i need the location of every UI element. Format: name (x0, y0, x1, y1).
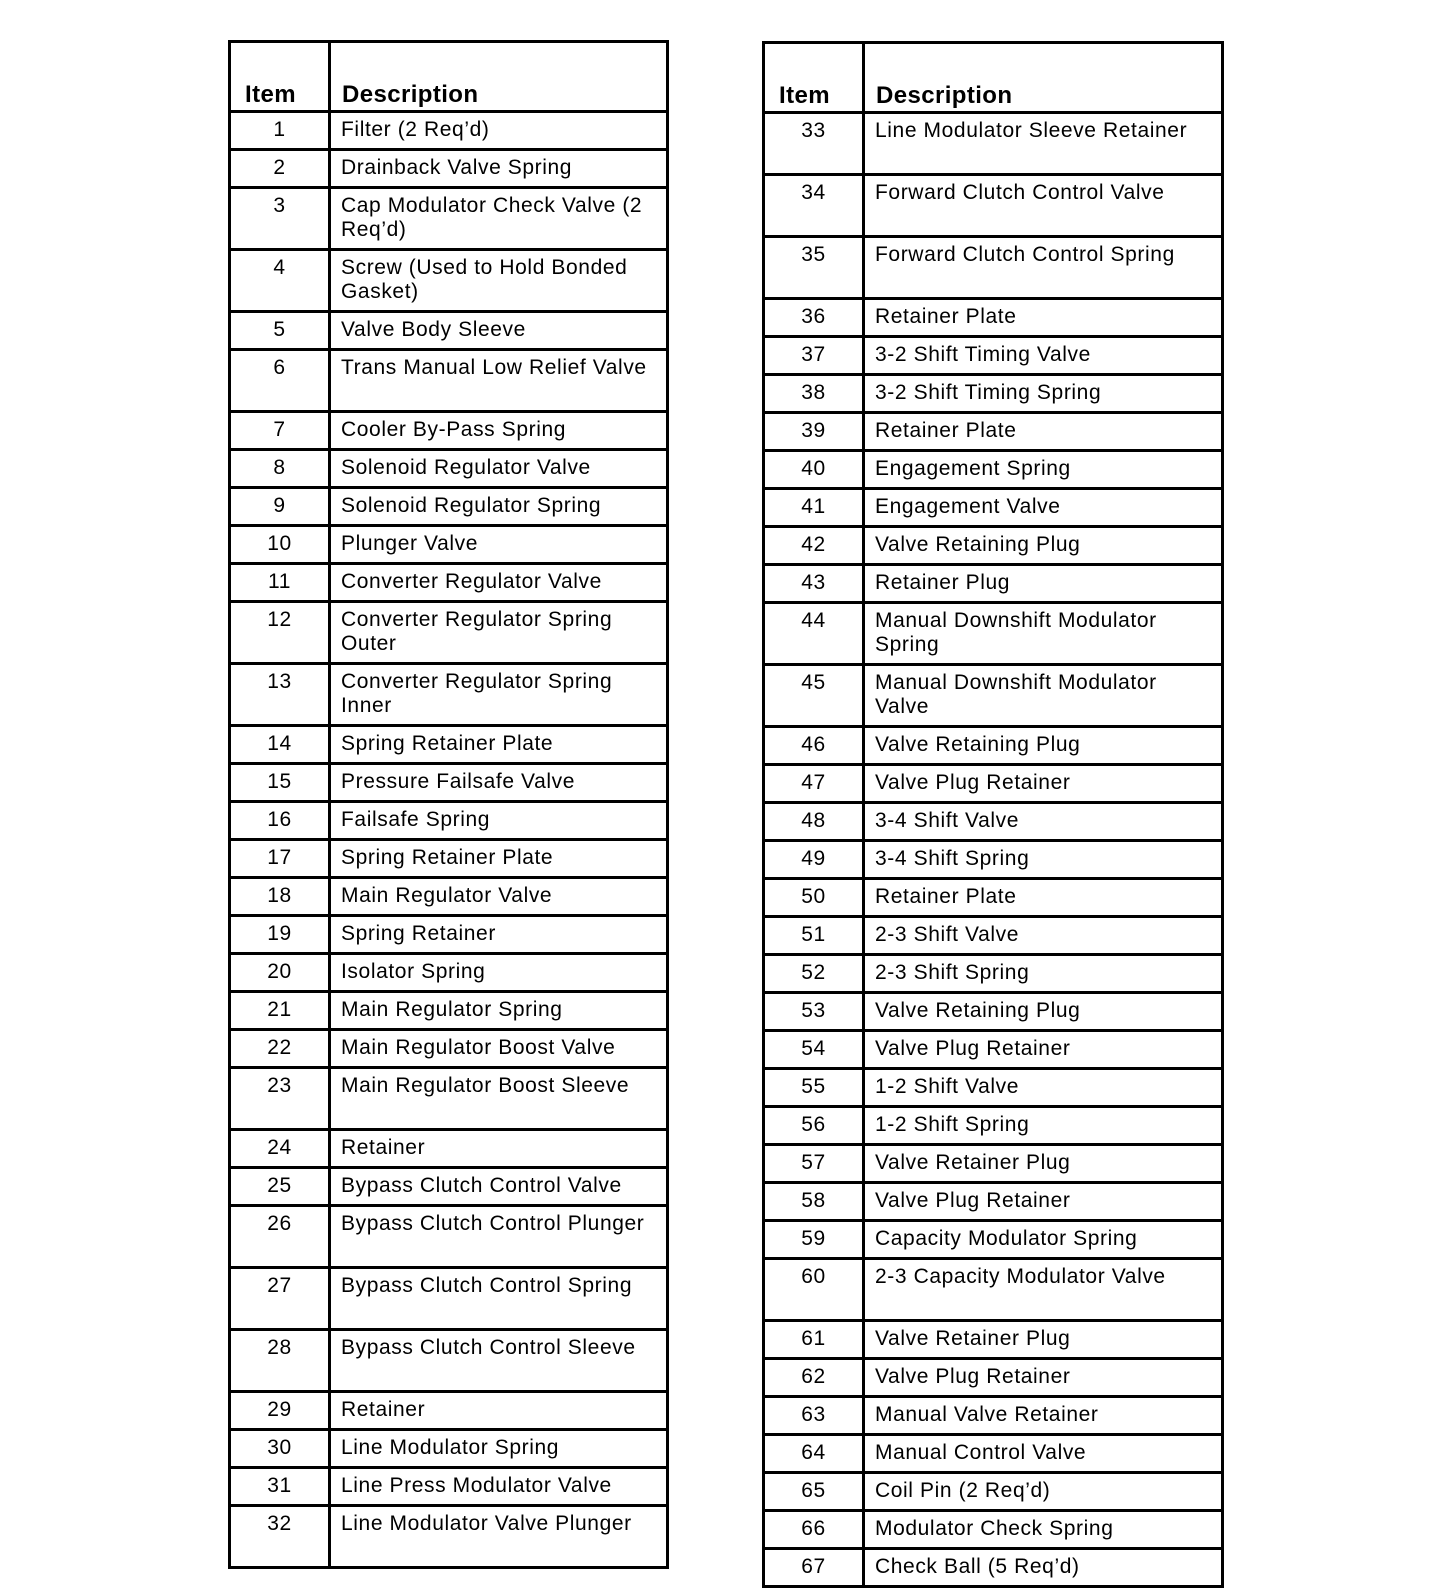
item-description: Forward Clutch Control Spring (864, 237, 1223, 299)
item-number: 25 (230, 1168, 330, 1206)
item-description: Bypass Clutch Control Spring (330, 1268, 668, 1330)
table-row (764, 489, 1223, 527)
item-description: Retainer Plug (864, 565, 1223, 603)
item-description: Line Modulator Spring (330, 1430, 668, 1468)
item-number: 44 (764, 603, 864, 665)
item-description: Retainer Plate (864, 879, 1223, 917)
item-description: Manual Downshift Modulator Spring (864, 603, 1223, 665)
table-row (764, 727, 1223, 765)
table-row (230, 840, 668, 878)
item-description: Main Regulator Boost Sleeve (330, 1068, 668, 1130)
table-row (764, 1397, 1223, 1435)
item-number: 64 (764, 1435, 864, 1473)
table-row (764, 1511, 1223, 1549)
table-row (764, 113, 1223, 175)
table-row (230, 764, 668, 802)
item-description: Pressure Failsafe Valve (330, 764, 668, 802)
description-column-header: Description (864, 43, 1223, 113)
item-description: Valve Retaining Plug (864, 727, 1223, 765)
item-description: Converter Regulator Valve (330, 564, 668, 602)
item-number: 66 (764, 1511, 864, 1549)
table-row (764, 993, 1223, 1031)
table-row (764, 527, 1223, 565)
table-row (230, 664, 668, 726)
item-description: Converter Regulator Spring Outer (330, 602, 668, 664)
item-number: 7 (230, 412, 330, 450)
item-number: 56 (764, 1107, 864, 1145)
parts-table-left (228, 40, 669, 1569)
item-description: Plunger Valve (330, 526, 668, 564)
table-row (230, 1468, 668, 1506)
item-description: Line Modulator Sleeve Retainer (864, 113, 1223, 175)
item-number: 67 (764, 1549, 864, 1587)
item-description: Trans Manual Low Relief Valve (330, 350, 668, 412)
table-row (230, 992, 668, 1030)
table-row (764, 879, 1223, 917)
item-number: 33 (764, 113, 864, 175)
table-row (764, 841, 1223, 879)
table-row (764, 1107, 1223, 1145)
table-row (764, 299, 1223, 337)
table-row (230, 312, 668, 350)
table-row (764, 565, 1223, 603)
table-row (230, 150, 668, 188)
item-description: Retainer Plate (864, 413, 1223, 451)
table-row (230, 954, 668, 992)
item-description: Valve Retaining Plug (864, 527, 1223, 565)
table-row (764, 1359, 1223, 1397)
item-number: 42 (764, 527, 864, 565)
table-row (764, 1259, 1223, 1321)
item-description: Retainer (330, 1392, 668, 1430)
item-number: 27 (230, 1268, 330, 1330)
parts-table-right-body (764, 113, 1223, 1587)
item-number: 35 (764, 237, 864, 299)
item-description: Modulator Check Spring (864, 1511, 1223, 1549)
item-number: 2 (230, 150, 330, 188)
item-description: Main Regulator Spring (330, 992, 668, 1030)
item-number: 28 (230, 1330, 330, 1392)
table-row (230, 1506, 668, 1568)
table-row (764, 175, 1223, 237)
item-number: 29 (230, 1392, 330, 1430)
parts-table-left-body (230, 112, 668, 1568)
table-row (764, 955, 1223, 993)
item-description: Solenoid Regulator Spring (330, 488, 668, 526)
item-number: 43 (764, 565, 864, 603)
item-description: Screw (Used to Hold Bonded Gasket) (330, 250, 668, 312)
table-row (230, 878, 668, 916)
table-row (764, 413, 1223, 451)
table-row (764, 1473, 1223, 1511)
item-description: Coil Pin (2 Req’d) (864, 1473, 1223, 1511)
table-row (764, 1435, 1223, 1473)
item-number: 22 (230, 1030, 330, 1068)
item-number: 37 (764, 337, 864, 375)
item-description: Isolator Spring (330, 954, 668, 992)
table-row (230, 916, 668, 954)
item-number: 3 (230, 188, 330, 250)
table-row (230, 726, 668, 764)
item-number: 26 (230, 1206, 330, 1268)
item-description: Filter (2 Req’d) (330, 112, 668, 150)
item-description: Drainback Valve Spring (330, 150, 668, 188)
item-number: 10 (230, 526, 330, 564)
table-row (230, 602, 668, 664)
item-number: 16 (230, 802, 330, 840)
table-row (230, 350, 668, 412)
item-number: 12 (230, 602, 330, 664)
item-description: Retainer Plate (864, 299, 1223, 337)
table-row (230, 1206, 668, 1268)
table-row (230, 250, 668, 312)
item-number: 39 (764, 413, 864, 451)
table-row (230, 188, 668, 250)
item-number: 47 (764, 765, 864, 803)
table-row (764, 451, 1223, 489)
item-description: Manual Valve Retainer (864, 1397, 1223, 1435)
table-row (764, 603, 1223, 665)
item-description: Spring Retainer (330, 916, 668, 954)
item-number: 6 (230, 350, 330, 412)
item-number: 5 (230, 312, 330, 350)
item-description: 3-2 Shift Timing Spring (864, 375, 1223, 413)
item-description: Main Regulator Boost Valve (330, 1030, 668, 1068)
item-description: Bypass Clutch Control Valve (330, 1168, 668, 1206)
item-description: 2-3 Shift Valve (864, 917, 1223, 955)
item-number: 65 (764, 1473, 864, 1511)
item-number: 46 (764, 727, 864, 765)
item-description: Converter Regulator Spring Inner (330, 664, 668, 726)
item-number: 8 (230, 450, 330, 488)
item-description: 1-2 Shift Valve (864, 1069, 1223, 1107)
table-header-row (230, 42, 668, 112)
item-description: Valve Plug Retainer (864, 1359, 1223, 1397)
item-number: 14 (230, 726, 330, 764)
item-number: 1 (230, 112, 330, 150)
item-column-header: Item (764, 43, 864, 113)
item-description: Spring Retainer Plate (330, 726, 668, 764)
item-number: 57 (764, 1145, 864, 1183)
item-number: 32 (230, 1506, 330, 1568)
item-number: 20 (230, 954, 330, 992)
item-number: 17 (230, 840, 330, 878)
item-number: 4 (230, 250, 330, 312)
table-row (230, 802, 668, 840)
description-column-header: Description (330, 42, 668, 112)
item-description: Bypass Clutch Control Plunger (330, 1206, 668, 1268)
item-number: 41 (764, 489, 864, 527)
table-row (764, 1145, 1223, 1183)
table-row (764, 1183, 1223, 1221)
item-description: 3-4 Shift Valve (864, 803, 1223, 841)
item-number: 13 (230, 664, 330, 726)
item-description: Valve Retainer Plug (864, 1145, 1223, 1183)
item-description: 1-2 Shift Spring (864, 1107, 1223, 1145)
item-number: 60 (764, 1259, 864, 1321)
item-description: Valve Plug Retainer (864, 765, 1223, 803)
item-description: Valve Plug Retainer (864, 1183, 1223, 1221)
item-number: 19 (230, 916, 330, 954)
item-description: Main Regulator Valve (330, 878, 668, 916)
item-description: Valve Retaining Plug (864, 993, 1223, 1031)
item-number: 15 (230, 764, 330, 802)
table-row (764, 337, 1223, 375)
table-row (230, 1030, 668, 1068)
table-row (764, 1321, 1223, 1359)
item-number: 53 (764, 993, 864, 1031)
item-number: 50 (764, 879, 864, 917)
item-number: 45 (764, 665, 864, 727)
table-row (764, 1221, 1223, 1259)
table-row (230, 526, 668, 564)
item-description: Manual Downshift Modulator Valve (864, 665, 1223, 727)
table-row (764, 237, 1223, 299)
table-row (230, 1168, 668, 1206)
item-description: Failsafe Spring (330, 802, 668, 840)
item-number: 49 (764, 841, 864, 879)
item-number: 63 (764, 1397, 864, 1435)
item-number: 30 (230, 1430, 330, 1468)
table-row (764, 375, 1223, 413)
item-number: 24 (230, 1130, 330, 1168)
item-number: 59 (764, 1221, 864, 1259)
item-number: 38 (764, 375, 864, 413)
item-description: Line Press Modulator Valve (330, 1468, 668, 1506)
item-number: 52 (764, 955, 864, 993)
item-number: 11 (230, 564, 330, 602)
table-row (230, 1130, 668, 1168)
item-number: 62 (764, 1359, 864, 1397)
item-number: 36 (764, 299, 864, 337)
item-number: 31 (230, 1468, 330, 1506)
table-row (230, 1068, 668, 1130)
item-description: 2-3 Shift Spring (864, 955, 1223, 993)
item-description: Cap Modulator Check Valve (2 Req’d) (330, 188, 668, 250)
item-number: 40 (764, 451, 864, 489)
item-description: Retainer (330, 1130, 668, 1168)
table-row (764, 1069, 1223, 1107)
item-number: 9 (230, 488, 330, 526)
item-description: Cooler By-Pass Spring (330, 412, 668, 450)
table-row (230, 564, 668, 602)
item-description: Valve Body Sleeve (330, 312, 668, 350)
item-description: Solenoid Regulator Valve (330, 450, 668, 488)
table-row (764, 765, 1223, 803)
item-description: Forward Clutch Control Valve (864, 175, 1223, 237)
item-number: 54 (764, 1031, 864, 1069)
table-row (230, 450, 668, 488)
table-row (764, 1549, 1223, 1587)
item-number: 55 (764, 1069, 864, 1107)
item-number: 58 (764, 1183, 864, 1221)
parts-table-right (762, 41, 1224, 1588)
table-row (230, 1268, 668, 1330)
item-number: 61 (764, 1321, 864, 1359)
table-header-row (764, 43, 1223, 113)
item-description: Bypass Clutch Control Sleeve (330, 1330, 668, 1392)
item-description: Line Modulator Valve Plunger (330, 1506, 668, 1568)
table-row (764, 803, 1223, 841)
item-description: Valve Retainer Plug (864, 1321, 1223, 1359)
table-row (764, 1031, 1223, 1069)
item-description: Engagement Valve (864, 489, 1223, 527)
table-row (230, 1330, 668, 1392)
item-number: 51 (764, 917, 864, 955)
item-description: Manual Control Valve (864, 1435, 1223, 1473)
table-row (230, 1392, 668, 1430)
table-row (230, 488, 668, 526)
table-row (230, 412, 668, 450)
table-row (764, 917, 1223, 955)
item-description: Engagement Spring (864, 451, 1223, 489)
item-number: 23 (230, 1068, 330, 1130)
item-description: Capacity Modulator Spring (864, 1221, 1223, 1259)
item-description: Spring Retainer Plate (330, 840, 668, 878)
item-number: 34 (764, 175, 864, 237)
table-row (764, 665, 1223, 727)
item-description: 3-2 Shift Timing Valve (864, 337, 1223, 375)
item-number: 21 (230, 992, 330, 1030)
item-description: Valve Plug Retainer (864, 1031, 1223, 1069)
table-row (230, 1430, 668, 1468)
item-number: 48 (764, 803, 864, 841)
item-description: 2-3 Capacity Modulator Valve (864, 1259, 1223, 1321)
item-description: 3-4 Shift Spring (864, 841, 1223, 879)
item-description: Check Ball (5 Req’d) (864, 1549, 1223, 1587)
item-number: 18 (230, 878, 330, 916)
item-column-header: Item (230, 42, 330, 112)
table-row (230, 112, 668, 150)
